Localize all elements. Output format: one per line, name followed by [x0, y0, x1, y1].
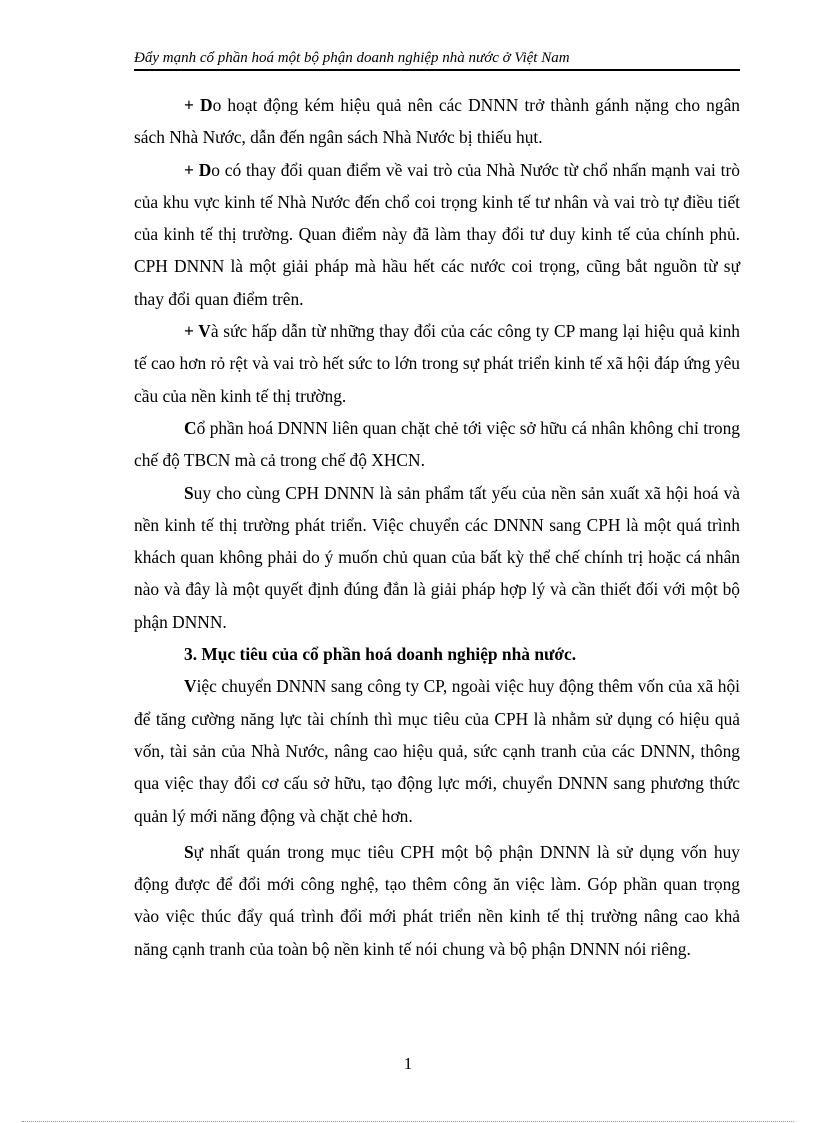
paragraph: [134, 315, 740, 412]
header-title: Đẩy mạnh cổ phần hoá một bộ phận doanh nghiệp nhà nước ở Việt Nam: [134, 50, 570, 66]
paragraph-text: ổ phần hoá DNNN liên quan chặt chẻ tới việc sở hữu cá nhân không chỉ trong chế độ TBCN mà cả trong chế độ XHCN.: [134, 417, 740, 471]
page-number: 1: [403, 1054, 413, 1073]
paragraph-text: o hoạt động kém hiệu quả nên các DNNN trở thành gánh nặng cho ngân sách Nhà Nước, dẫn đến ngân sách Nhà Nước bị thiếu hụt.: [134, 95, 740, 148]
paragraph-text: ự nhất quán trong mục tiêu CPH một bộ phận DNNN là sử dụng vốn huy động được để đổi mới công nghệ, tạo thêm công ăn việc làm. Góp phần quan trọng vào việc thúc đẩy quá trình đổi mới phát triển nền kinh tế thị trường nâng cao khả năng cạnh tranh của toàn bộ nền kinh tế nói chung và bộ phận DNNN nói riêng.: [134, 841, 740, 959]
paragraph-text: o có thay đổi quan điểm về vai trò của Nhà Nước từ chổ nhấn mạnh vai trò của khu vực kinh tế Nhà Nước đến chổ coi trọng kinh tế tư nhân và vai trò tự điều tiết của kinh tế thị trường. Quan điểm này đã làm thay đổi tư duy kinh tế của chính phủ. CPH DNNN là một giải pháp mà hầu hết các nước coi trọng, cũng bắt nguồn từ sự thay đổi quan điểm trên.: [134, 159, 740, 309]
document-body: [134, 89, 740, 965]
paragraph-lead: + D: [184, 95, 213, 115]
section-heading: 3. Mục tiêu của cổ phần hoá doanh nghiệp nhà nước.: [184, 644, 577, 665]
paragraph-lead: S: [184, 841, 194, 862]
paragraph-text: à sức hấp dẫn từ những thay đổi của các công ty CP mang lại hiệu quả kinh tế cao hơn rỏ rệt và vai trò hết sức to lớn trong sự phát triển kinh tế xã hội đáp ứng yêu cầu của nền kinh tế thị trường.: [134, 321, 740, 406]
paragraph: [134, 89, 740, 154]
paragraph-lead: + V: [184, 321, 211, 342]
paragraph-lead: S: [184, 482, 194, 503]
paragraph-lead: + D: [184, 159, 212, 180]
page-header: [134, 48, 740, 71]
page-bottom-divider: [22, 1121, 794, 1122]
paragraph-text: uy cho cùng CPH DNNN là sản phẩm tất yếu của nền sản xuất xã hội hoá và nền kinh tế thị trường phát triển. Việc chuyển các DNNN sang CPH là một quá trình khách quan không phải do ý muốn chủ quan của bất kỳ thể chế chính trị hoặc cá nhân nào và đây là một quyết định đúng đắn là giải pháp hợp lý và cần thiết đối với một bộ phận DNNN.: [134, 482, 740, 632]
paragraph: [134, 412, 740, 477]
paragraph: [134, 477, 740, 638]
paragraph-lead: V: [184, 676, 197, 697]
paragraph: [134, 670, 740, 831]
paragraph-lead: C: [184, 417, 197, 438]
paragraph: [134, 154, 740, 315]
paragraph: [134, 836, 740, 965]
paragraph-text: iệc chuyển DNNN sang công ty CP, ngoài việc huy động thêm vốn của xã hội để tăng cường năng lực tài chính thì mục tiêu của CPH là nhằm sử dụng có hiệu quả vốn, tài sản của Nhà Nước, nâng cao hiệu quả, sức cạnh tranh của các DNNN, thông qua việc thay đổi cơ cấu sở hữu, tạo động lực mới, chuyển DNNN sang phương thức quản lý mới năng động và chặt chẻ hơn.: [134, 676, 740, 826]
